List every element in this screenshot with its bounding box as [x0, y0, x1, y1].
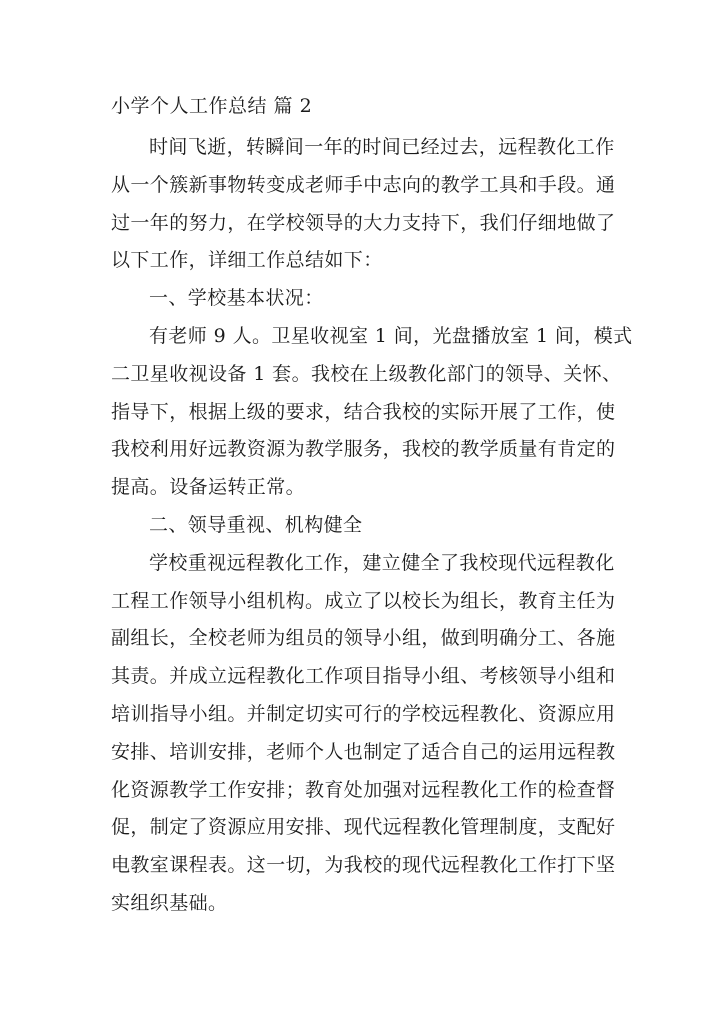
text-line: 提高。设备运转正常。 [111, 476, 306, 499]
paragraph-leadership [111, 545, 616, 923]
text-line: 工程工作领导小组机构。成立了以校长为组长，教育主任为 [111, 589, 616, 612]
text-line: 实组织基础。 [111, 891, 228, 914]
document-page [111, 94, 633, 923]
text-line: 指导下，根据上级的要求，结合我校的实际开展了工作，使 [111, 400, 616, 423]
text-line: 我校利用好远教资源为教学服务，我校的教学质量有肯定的 [111, 438, 616, 461]
text-line: 其责。并成立远程教化工作项目指导小组、考核领导小组和 [111, 665, 616, 688]
section-heading-leadership: 二、领导重视、机构健全 [149, 513, 363, 536]
text-line: 时间飞逝，转瞬间一年的时间已经过去，远程教化工作 [149, 136, 615, 158]
text-line: 安排、培训安排，老师个人也制定了适合自己的运用远程教 [111, 740, 616, 763]
text-line: 过一年的努力，在学校领导的大力支持下，我们仔细地做了 [111, 211, 616, 234]
paragraph-basic-status [111, 318, 633, 507]
text-line: 从一个簇新事物转变成老师手中志向的教学工具和手段。通 [111, 173, 616, 196]
text-line: 促，制定了资源应用安排、现代远程教化管理制度，支配好 [111, 816, 616, 839]
text-line: 副组长，全校老师为组员的领导小组，做到明确分工、各施 [111, 627, 616, 650]
text-line: 二卫星收视设备 1 套。我校在上级教化部门的领导、关怀、 [111, 362, 622, 385]
section-heading-basic-status: 一、学校基本状况： [149, 287, 324, 310]
text-line: 有老师 9 人。卫星收视室 1 间，光盘播放室 1 间，模式 [149, 324, 633, 347]
paragraph-intro [111, 129, 616, 280]
text-line: 电教室课程表。这一切，为我校的现代远程教化工作打下坚 [111, 854, 616, 877]
text-line: 以下工作，详细工作总结如下： [111, 249, 383, 272]
document-title: 小学个人工作总结 篇 2 [111, 95, 313, 117]
text-line: 培训指导小组。并制定切实可行的学校远程教化、资源应用 [111, 702, 616, 725]
text-line: 学校重视远程教化工作，建立健全了我校现代远程教化 [149, 551, 615, 574]
text-line: 化资源教学工作安排；教育处加强对远程教化工作的检查督 [111, 778, 616, 801]
